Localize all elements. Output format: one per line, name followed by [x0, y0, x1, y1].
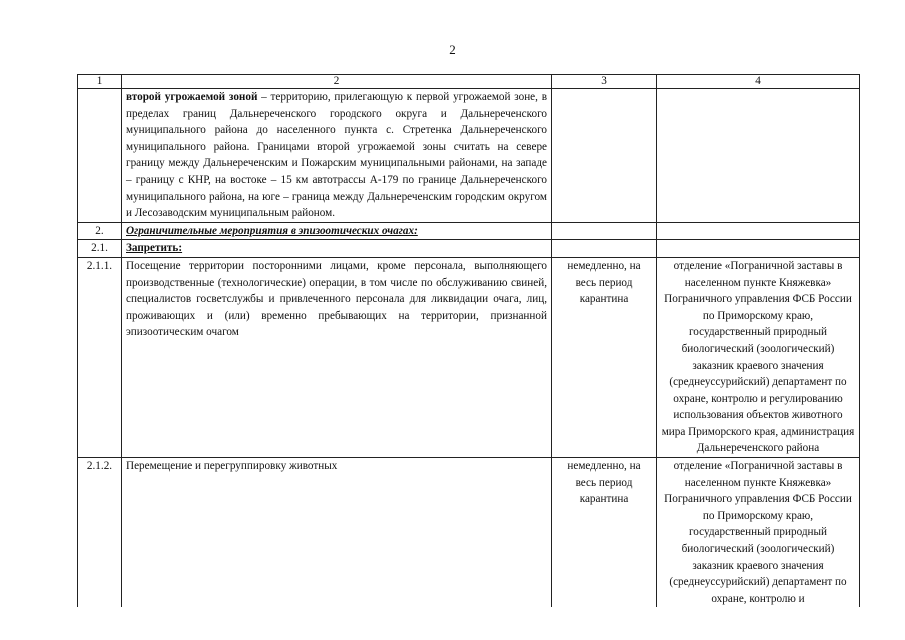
row-number: 2.1.: [78, 240, 122, 258]
section-title: Ограничительные мероприятия в эпизоотических очагах:: [122, 222, 552, 240]
deadline-cell: немедленно, на весь период карантина: [552, 257, 657, 457]
row-number: 2.1.2.: [78, 458, 122, 608]
measures-table: [77, 74, 860, 607]
page-number: 2: [449, 42, 456, 57]
column-number-3: 3: [552, 75, 657, 89]
deadline-cell: [552, 89, 657, 223]
responsible-cell: отделение «Пограничной заставы в населенном пункте Княжевка» Пограничного управления ФСБ России по Приморскому краю, государственный природный биологический (зоологический) заказник краевого значения (среднеуссурийский) департамент по охране, контролю и регулированию использования объектов животного мира Приморского края, администрация Дальнереченского района: [657, 257, 860, 457]
table-row: [78, 89, 860, 223]
zone-term: второй угрожаемой зоной: [126, 91, 258, 103]
section-row: [78, 222, 860, 240]
row-number: 2.: [78, 222, 122, 240]
empty-cell: [552, 222, 657, 240]
column-number-2: 2: [122, 75, 552, 89]
responsible-cell: отделение «Пограничной заставы в населенном пункте Княжевка» Пограничного управления ФСБ России по Приморскому краю, государственный природный биологический (зоологический) заказник краевого значения (среднеуссурийский) департамент по охране, контролю и: [657, 458, 860, 608]
table-row: [78, 257, 860, 457]
subsection-row: [78, 240, 860, 258]
table-row: [78, 458, 860, 608]
empty-cell: [552, 240, 657, 258]
measure-text: Посещение территории посторонними лицами, кроме персонала, выполняющего производственные (технологические) операции, в том числе по обслуживанию свиней, специалистов госветслужбы и привлеченного персонала для ликвидации очага, лиц, проживающих и (или) временно пребывающих на территории, признанной эпизоотическим очагом: [122, 257, 552, 457]
empty-cell: [657, 222, 860, 240]
zone-description: – территорию, прилегающую к первой угрожаемой зоне, в пределах границ Дальнереченского городского округа и Дальнереченского муниципального района до населенного пункта с. Стретенка Дальнереченского муниципального района. Границами второй угрожаемой зоны считать на севере границу между Дальнереченским и Пожарским муниципальными районами, на западе – границу с КНР, на востоке – 15 км автотрассы А-179 по границе Дальнереченского муниципального района, на юге – граница между Дальнереченским городским округом и Лесозаводским муниципальным районом.: [126, 91, 547, 220]
row-number: 2.1.1.: [78, 257, 122, 457]
subsection-title: Запретить:: [122, 240, 552, 258]
deadline-cell: немедленно, на весь период карантина: [552, 458, 657, 608]
responsible-cell: [657, 89, 860, 223]
row-number: [78, 89, 122, 223]
measure-text: Перемещение и перегруппировку животных: [122, 458, 552, 608]
column-number-1: 1: [78, 75, 122, 89]
column-number-row: [78, 75, 860, 89]
measure-text: [122, 89, 552, 223]
empty-cell: [657, 240, 860, 258]
column-number-4: 4: [657, 75, 860, 89]
